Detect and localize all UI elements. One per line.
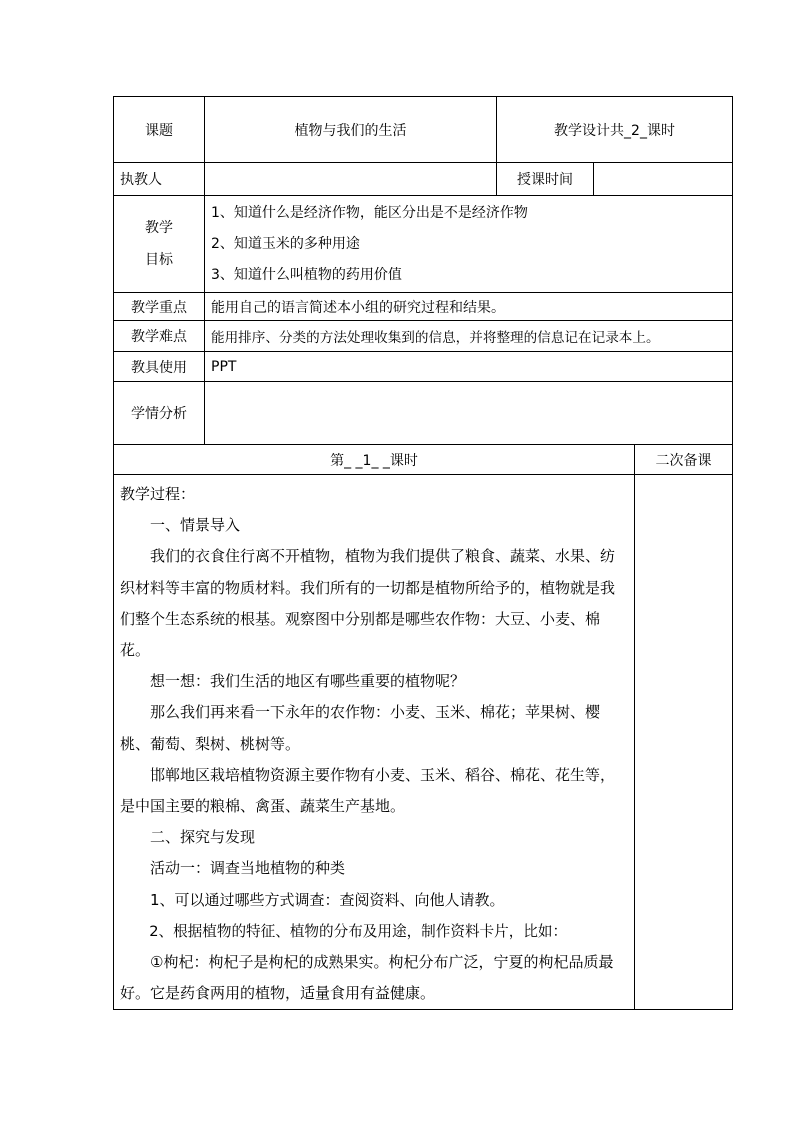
second-prep-label: 二次备课 — [635, 445, 733, 475]
difficulties-label: 教学难点 — [114, 321, 205, 352]
time-label: 授课时间 — [497, 163, 594, 196]
process-heading: 教学过程： — [120, 485, 196, 503]
key-points-row — [114, 293, 733, 321]
teacher-value — [205, 163, 497, 196]
key-points-text: 能用自己的语言简述本小组的研究过程和结果。 — [205, 293, 733, 321]
goal-item: 2、知道玉米的多种用途 — [211, 235, 360, 252]
topic-row — [114, 97, 733, 163]
topic-value: 植物与我们的生活 — [205, 97, 497, 163]
difficulties-text: 能用排序、分类的方法处理收集到的信息，并将整理的信息记在记录本上。 — [205, 321, 733, 352]
tools-text: PPT — [205, 352, 733, 382]
process-paragraph: 2、根据植物的特征、植物的分布及用途，制作资料卡片，比如： — [149, 922, 568, 940]
process-paragraph: 想一想：我们生活的地区有哪些重要的植物呢？ — [150, 672, 466, 691]
key-points-label: 教学重点 — [114, 293, 205, 321]
goal-item: 3、知道什么叫植物的药用价值 — [211, 266, 402, 283]
process-section-1: 一、情景导入 — [150, 516, 241, 535]
period-title: 第_ _1_ _课时 — [114, 445, 635, 475]
process-row — [114, 475, 733, 1010]
lesson-plan-table — [113, 96, 733, 1010]
activity-title: 活动一：调查当地植物的种类 — [150, 859, 346, 878]
period-row — [114, 445, 733, 475]
second-prep-notes — [635, 475, 733, 1010]
difficulties-row — [114, 321, 733, 352]
topic-label: 课题 — [114, 97, 205, 163]
teacher-row — [114, 163, 733, 196]
goal-item: 1、知道什么是经济作物，能区分出是不是经济作物 — [211, 204, 528, 221]
goals-list — [205, 196, 733, 293]
process-paragraph: 邯郸地区栽培植物资源主要作物有小麦、玉米、稻谷、棉花、花生等，是中国主要的粮棉、禽蛋、蔬菜生产基地。 — [120, 765, 616, 816]
process-paragraph: 那么我们再来看一下永年的农作物：小麦、玉米、棉花；苹果树、樱桃、葡萄、梨树、桃树等。 — [120, 703, 601, 753]
teacher-label: 执教人 — [114, 163, 205, 196]
process-paragraph: ①枸杞：枸杞子是枸杞的成熟果实。枸杞分布广泛，宁夏的枸杞品质最好。它是药食两用的植物，适量食用有益健康。 — [120, 953, 614, 1003]
tools-label: 教具使用 — [114, 352, 205, 382]
goals-label — [114, 196, 205, 293]
tools-row — [114, 352, 733, 382]
time-value — [594, 163, 733, 196]
analysis-text — [205, 382, 733, 445]
process-paragraph: 我们的衣食住行离不开植物，植物为我们提供了粮食、蔬菜、水果、纺织材料等丰富的物质材料。我们所有的一切都是植物所给予的，植物就是我们整个生态系统的根基。观察图中分别都是哪些农作物：大豆、小麦、棉花。 — [120, 547, 616, 660]
process-section-2: 二、探究与发现 — [150, 828, 256, 847]
analysis-label: 学情分析 — [114, 382, 205, 445]
goals-label-line2: 目标 — [145, 252, 173, 268]
analysis-row — [114, 382, 733, 445]
process-paragraph: 1、可以通过哪些方式调查：查阅资料、向他人请教。 — [150, 890, 505, 909]
teaching-process — [114, 475, 635, 1010]
design-total: 教学设计共_2_课时 — [497, 97, 733, 163]
goals-row — [114, 196, 733, 293]
goals-label-line1: 教学 — [145, 220, 173, 236]
